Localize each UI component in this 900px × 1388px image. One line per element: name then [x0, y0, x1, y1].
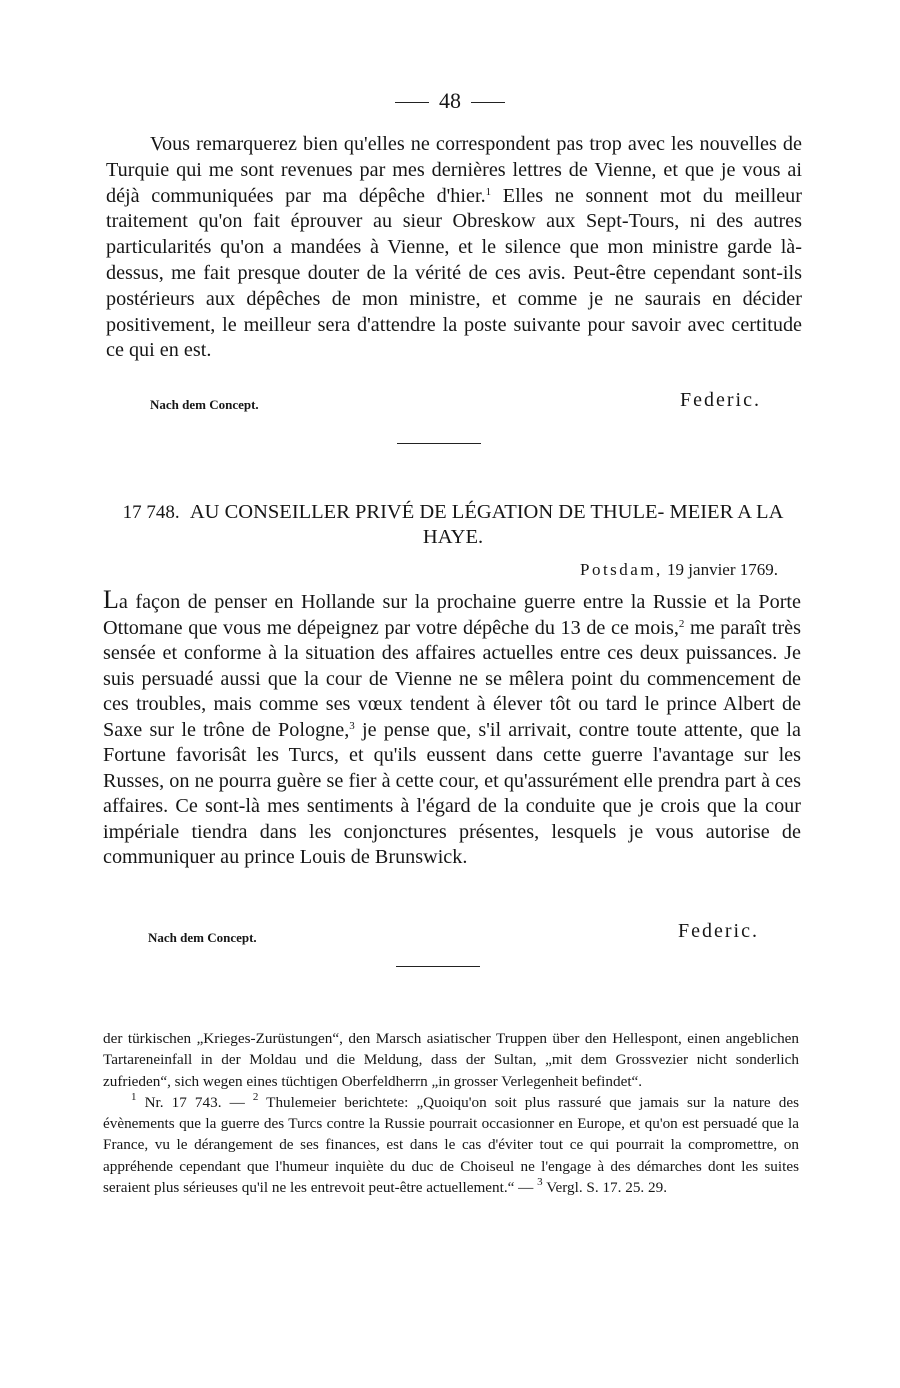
footnote-1-text: Nr. 17 743. — [136, 1093, 253, 1111]
footnote-ref-2: 2 [678, 617, 685, 630]
footnote-3-text: Vergl. S. 17. 25. 29. [542, 1179, 667, 1197]
footnote-mark-1: 1 [131, 1090, 137, 1103]
dateline-place: Potsdam, [579, 560, 663, 579]
letter-2-heading [118, 500, 788, 550]
letter-1-signature: Federic. [680, 389, 761, 411]
letter-2-body [103, 587, 801, 871]
footnote-mark-2: 2 [252, 1090, 259, 1103]
section-rule-2 [396, 966, 480, 967]
page-number [0, 88, 900, 114]
letter-2-text-1: a façon de penser en Hollande sur la prochaine guerre entre la Russie et la Porte Ottomane que vous me dépeignez par votre dépêche du 13 de ce mois, [103, 591, 801, 639]
section-rule-1 [397, 443, 481, 444]
footnote-ref-1: 1 [485, 185, 492, 198]
letter-2-paragraph [103, 587, 801, 871]
letter-1-text-cont: Elles ne sonnent mot du meilleur traitement qu'on fait éprouver au sieur Obreskow aux Sept-Tours, ni des autres particularités qu'on a mandées à Vienne, et le silence que mon ministre garde là-dessus, me fait presque douter de la vérité de ces avis. Peut-être cependant sont-ils postérieurs aux dépêches de mon ministre, et comme je ne saurais en décider positivement, le meilleur sera d'attendre la poste suivante pour savoir avec certitude ce qui en est. [106, 184, 803, 362]
letter-1-body [106, 132, 802, 364]
letter-1-paragraph [106, 132, 802, 364]
dash-left [395, 102, 429, 103]
letter-2-text-3: je pense que, s'il arrivait, contre toute attente, que la Fortune favorisât les Turcs, et qu'ils eussent dans cette guerre l'avantage sur les Russes, on ne pourra guère se fier à cette cour, et qu'assurément elle prendra part à ces affaires. Ce sont-là mes sentiments à l'égard de la conduite que je crois que la cour impériale tiendra dans les conjonctures présentes, lesquels je vous autorise de communiquer au prince Louis de Brunswick. [103, 718, 802, 868]
footnote-mark-3: 3 [537, 1176, 543, 1189]
letter-1-text: Vous remarquerez bien qu'elles ne correspondent pas trop avec les nouvelles de Turquie qui me sont revenues par mes dernières lettres de Vienne, et que je vous ai déjà communiquées par ma dépêche d'hier. [106, 133, 802, 207]
drop-letter: L [103, 585, 119, 614]
heading-title: AU CONSEILLER PRIVÉ DE LÉGATION DE THULE- MEIER A LA HAYE. [189, 501, 784, 548]
dateline-date: 19 janvier 1769. [667, 560, 778, 579]
page-number-text: 48 [439, 88, 461, 113]
footnotes [103, 1028, 799, 1198]
letter-2-dateline [580, 560, 778, 580]
footnote-list [103, 1092, 799, 1198]
document-number: 17 748. [122, 502, 180, 523]
footnote-2-text: Thulemeier berichtete: „Quoiqu'on soit plus rassuré que jamais sur la nature des évènements que la guerre des Turcs contre la Russie pourrait occasionner en Europe, et qu'on est persuadé que la France, vu le dérangement de ses finances, est dans le cas d'éviter tout ce qui pourrait la compromettre, on appréhende cependant que l'humeur inquiète du duc de Choiseul ne l'engage à des démarches dont les suites seraient plus sérieuses qu'il ne les entrevoit peut-être actuellement.“ — [103, 1093, 799, 1197]
letter-1-source: Nach dem Concept. [150, 397, 259, 412]
letter-2-text-2: me paraît très sensée et conforme à la situation des affaires actuelles entre ces deux puissances. Je suis persuadé aussi que la cour de Vienne ne se mêlera point du commencement de ces troubles, mais comme ses vœux tendent à élever tôt ou tard le prince Albert de Saxe sur le trône de Pologne, [103, 616, 802, 741]
dash-right [471, 102, 505, 103]
letter-2-signature: Federic. [678, 920, 759, 942]
letter-2-source: Nach dem Concept. [148, 930, 257, 945]
footnote-ref-3: 3 [349, 719, 355, 732]
footnote-continuation: der türkischen „Krieges-Zurüstungen“, den Marsch asiatischer Truppen über den Hellespont, einen angeblichen Tartareneinfall in der Moldau und die Meldung, dass der Sultan, „mit dem Grossvezier nicht sonderlich zufrieden“, sich wegen eines tüchtigen Oberfeldherrn „in grosser Verlegenheit befindet“. [103, 1030, 799, 1090]
